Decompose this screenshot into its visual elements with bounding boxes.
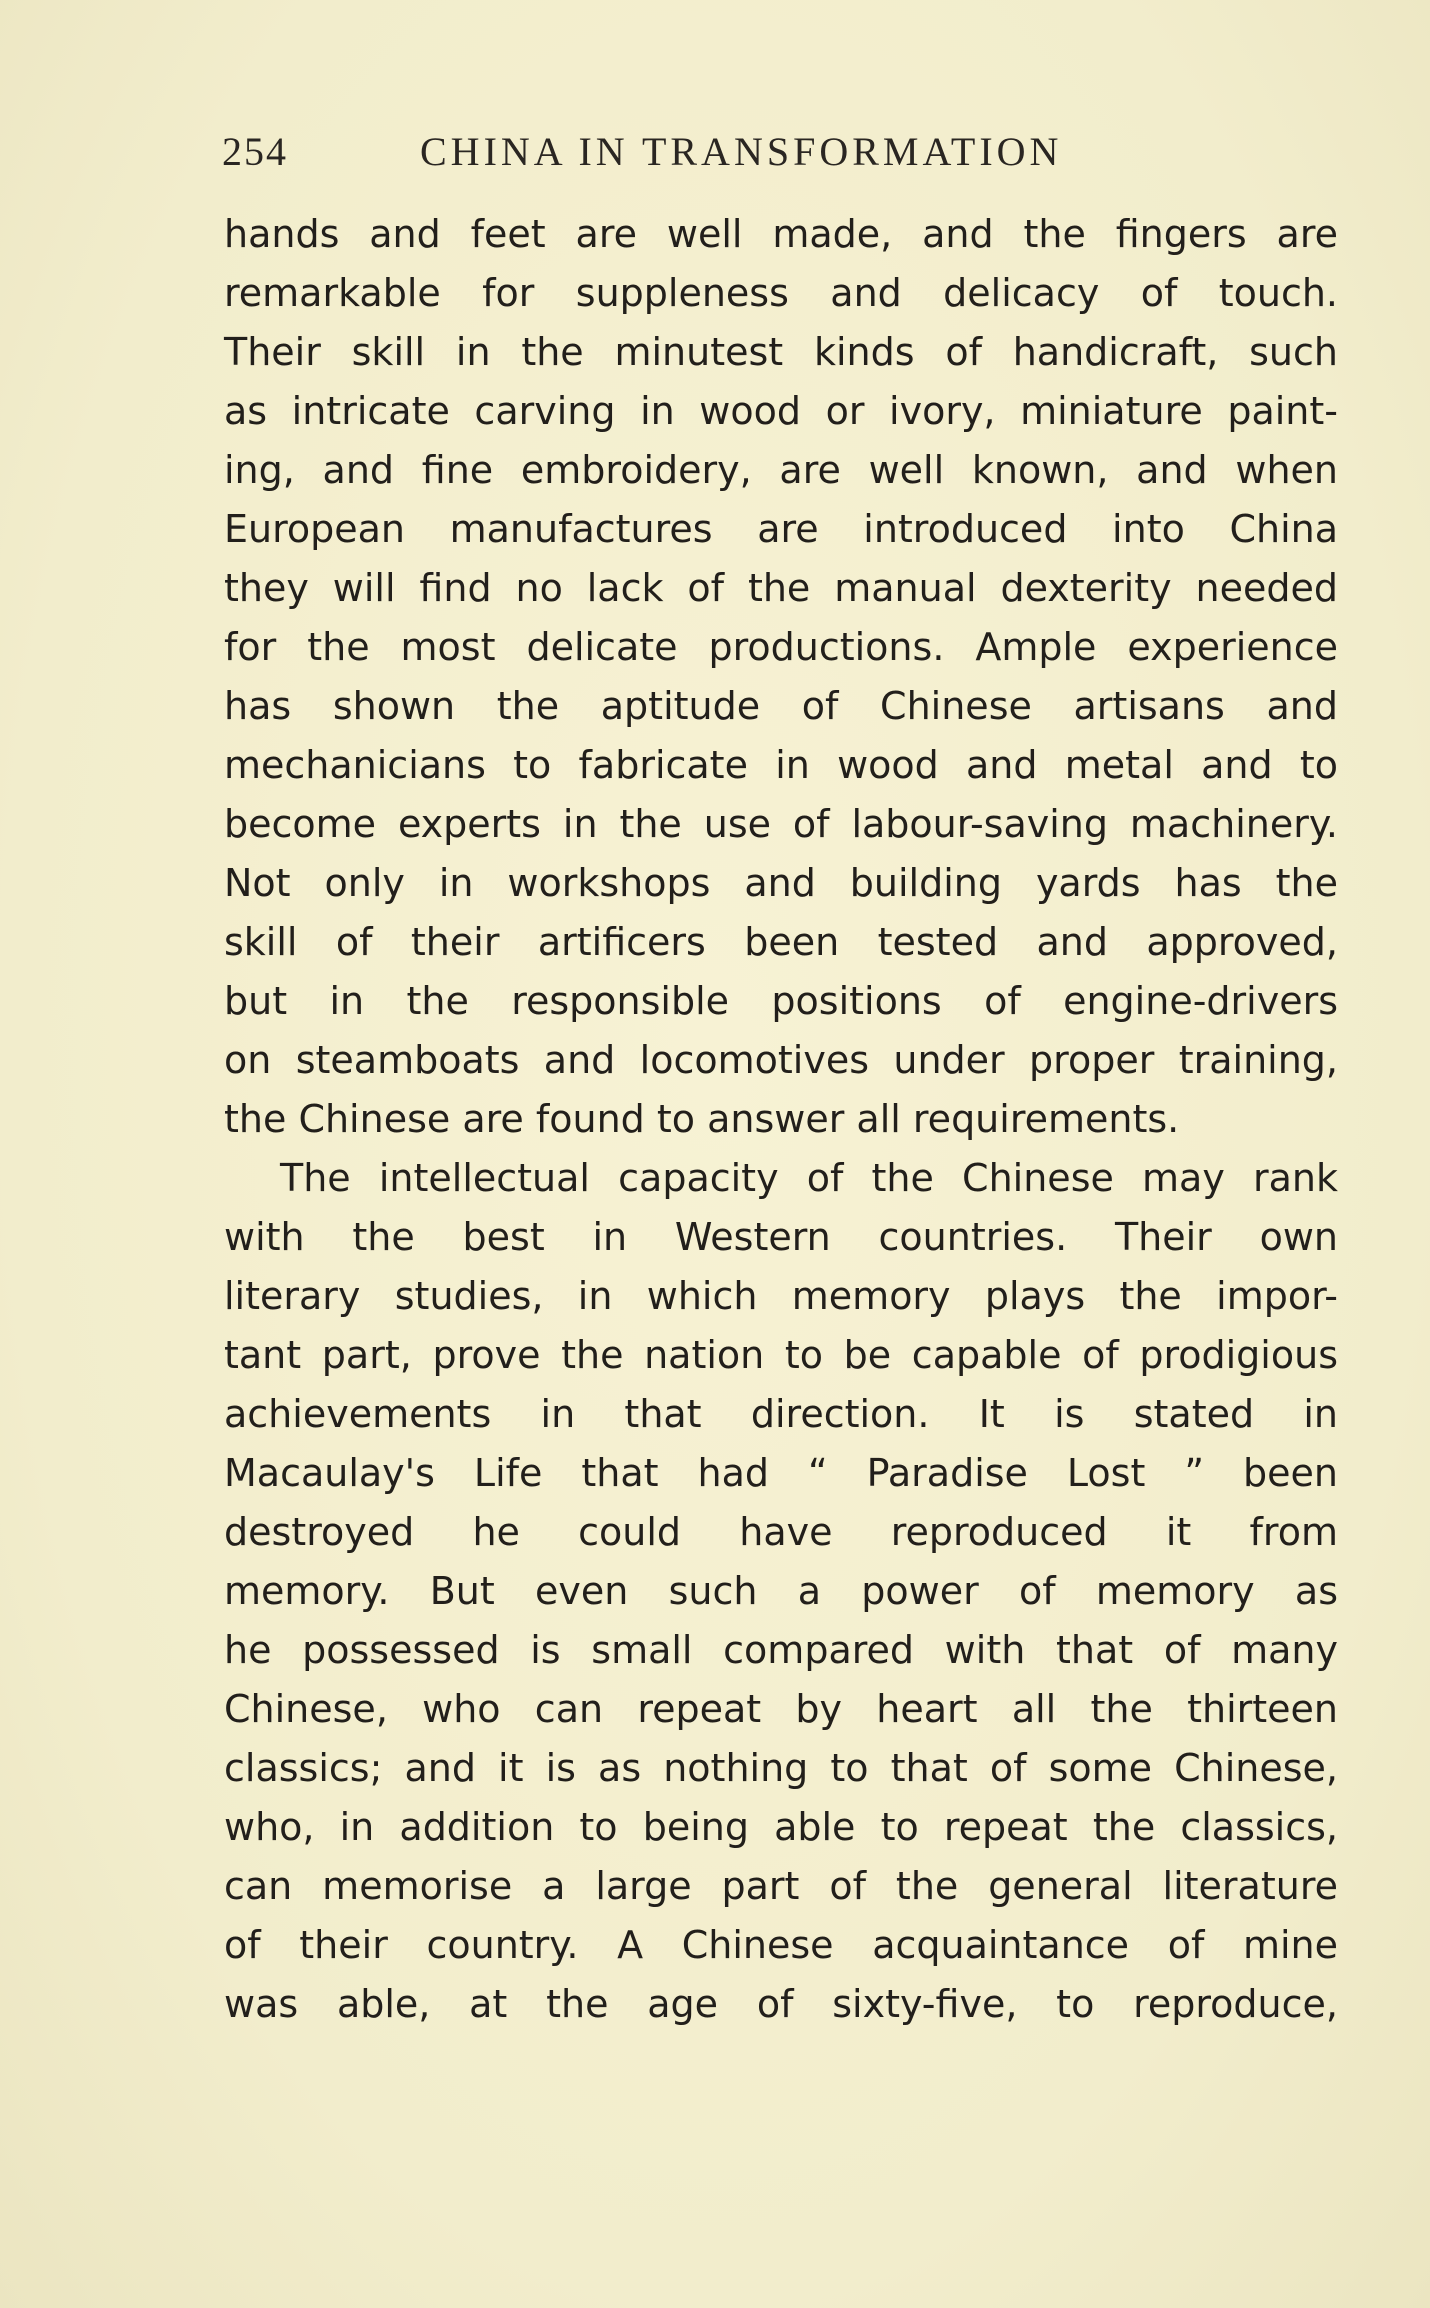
text-line: tant part, prove the nation to be capable of prodigious bbox=[224, 1333, 1338, 1377]
page-number: 254 bbox=[222, 129, 288, 174]
page-header bbox=[222, 128, 1222, 178]
text-line: Not only in workshops and building yards has the bbox=[224, 861, 1338, 905]
text-line: The intellectual capacity of the Chinese may rank bbox=[280, 1156, 1338, 1200]
text-line: has shown the aptitude of Chinese artisans and bbox=[224, 684, 1338, 728]
text-line: for the most delicate productions. Ample experience bbox=[224, 625, 1338, 669]
text-line: can memorise a large part of the general literature bbox=[224, 1864, 1338, 1908]
text-line: hands and feet are well made, and the fingers are bbox=[224, 212, 1338, 256]
text-line: of their country. A Chinese acquaintance of mine bbox=[224, 1923, 1338, 1967]
text-line: they will find no lack of the manual dexterity needed bbox=[224, 566, 1338, 610]
text-line: classics; and it is as nothing to that of some Chinese, bbox=[224, 1746, 1338, 1790]
text-line: the Chinese are found to answer all requirements. bbox=[224, 1097, 1180, 1141]
text-line: who, in addition to being able to repeat the classics, bbox=[224, 1805, 1338, 1849]
text-line: achievements in that direction. It is stated in bbox=[224, 1392, 1338, 1436]
text-line: ing, and fine embroidery, are well known, and when bbox=[224, 448, 1338, 492]
body-text bbox=[224, 205, 1338, 2034]
text-line: European manufactures are introduced into China bbox=[224, 507, 1338, 551]
text-line: literary studies, in which memory plays the impor- bbox=[224, 1274, 1338, 1318]
text-line: as intricate carving in wood or ivory, miniature paint- bbox=[224, 389, 1338, 433]
text-line: become experts in the use of labour-saving machinery. bbox=[224, 802, 1338, 846]
text-line: mechanicians to fabricate in wood and metal and to bbox=[224, 743, 1338, 787]
text-line: Chinese, who can repeat by heart all the thirteen bbox=[224, 1687, 1338, 1731]
running-head: CHINA IN TRANSFORMATION bbox=[420, 129, 1063, 174]
text-line: Macaulay's Life that had “ Paradise Lost ” been bbox=[224, 1451, 1338, 1495]
text-line: was able, at the age of sixty-five, to reproduce, bbox=[224, 1982, 1338, 2026]
text-line: on steamboats and locomotives under proper training, bbox=[224, 1038, 1338, 1082]
text-line: but in the responsible positions of engine-drivers bbox=[224, 979, 1338, 1023]
text-line: remarkable for suppleness and delicacy of touch. bbox=[224, 271, 1338, 315]
text-line: skill of their artificers been tested and approved, bbox=[224, 920, 1338, 964]
text-line: he possessed is small compared with that of many bbox=[224, 1628, 1338, 1672]
text-line: Their skill in the minutest kinds of handicraft, such bbox=[224, 330, 1338, 374]
text-line: memory. But even such a power of memory as bbox=[224, 1569, 1338, 1613]
text-line: with the best in Western countries. Their own bbox=[224, 1215, 1338, 1259]
text-line: destroyed he could have reproduced it from bbox=[224, 1510, 1338, 1554]
